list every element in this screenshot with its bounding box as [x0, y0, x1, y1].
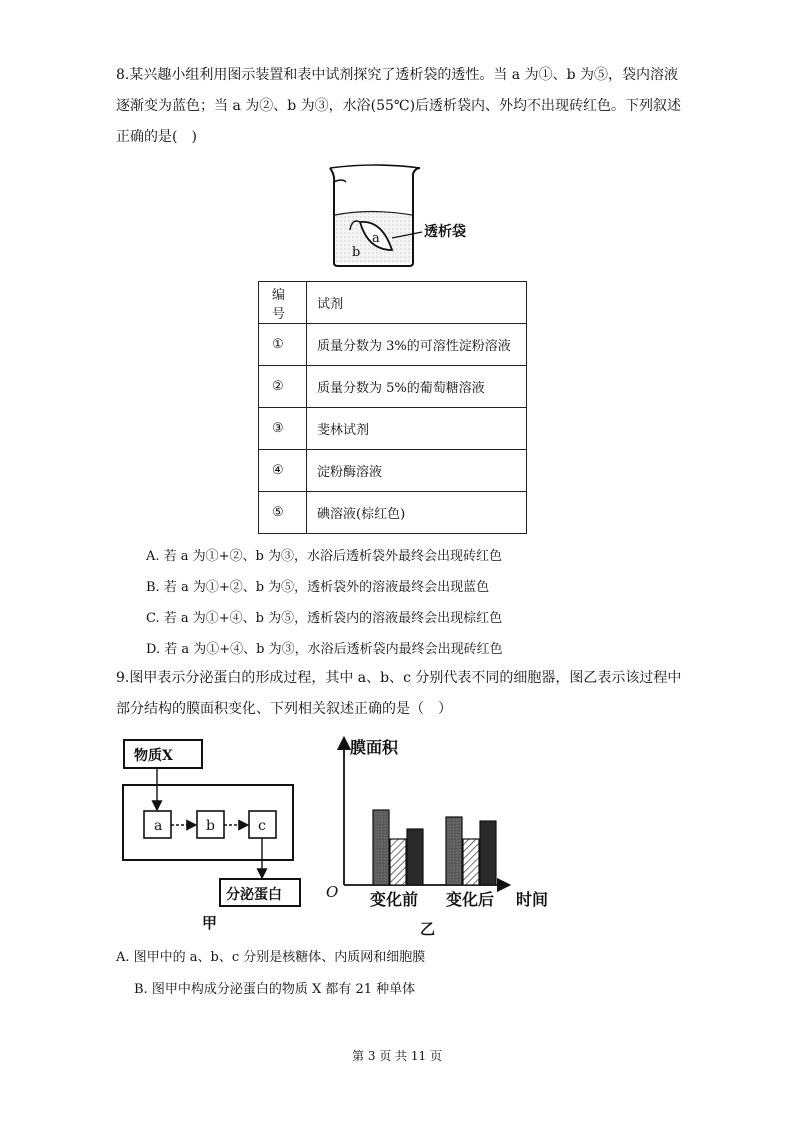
table-cell-reagent: 淀粉酶溶液 [307, 450, 527, 492]
table-cell-reagent: 碘溶液(棕红色) [307, 492, 527, 534]
label-dialysis-bag: 透析袋 [424, 224, 466, 240]
table-cell-reagent: 质量分数为 5%的葡萄糖溶液 [307, 366, 527, 408]
option-8-d[interactable]: D. 若 a 为①+④、b 为③，水浴后透析袋内最终会出现砖红色 [146, 642, 503, 657]
table-cell-number: ④ [259, 450, 307, 492]
origin-label: O [326, 883, 339, 901]
label-a: a [372, 231, 380, 246]
beaker-rim [330, 165, 420, 168]
x-tick-label: 变化前 [370, 890, 419, 909]
product-label: 分泌蛋白 [226, 887, 282, 903]
label-b: b [352, 245, 361, 260]
table-cell-number: ① [259, 324, 307, 366]
table-row [259, 408, 527, 450]
option-9-a[interactable]: A. 图甲中的 a、b、c 分别是核糖体、内质网和细胞膜 [116, 950, 426, 965]
table-header-row [259, 282, 527, 324]
organelle-c-label: c [258, 818, 266, 834]
bar-1-0 [446, 817, 462, 885]
question-9-stem: 9.图甲表示分泌蛋白的形成过程，其中 a、b、c 分别代表不同的细胞器，图乙表示该过程中部分结构的膜面积变化、下列相关叙述正确的是（ ） [116, 670, 682, 717]
x-tick-label: 变化后 [446, 890, 495, 909]
option-8-c[interactable]: C. 若 a 为①+④、b 为⑤，透析袋内的溶液最终会出现棕红色 [146, 611, 503, 626]
diagram-jia [110, 735, 320, 935]
organelle-a-label: a [154, 818, 163, 834]
bar-1-1 [463, 839, 479, 885]
bar-0-2 [407, 829, 423, 885]
option-8-a[interactable]: A. 若 a 为①+②、b 为③，水浴后透析袋外最终会出现砖红色 [146, 549, 503, 564]
table-row [259, 450, 527, 492]
table-cell-reagent: 质量分数为 3%的可溶性淀粉溶液 [307, 324, 527, 366]
chart-caption: 乙 [420, 920, 436, 938]
option-8-b[interactable]: B. 若 a 为①+②、b 为⑤，透析袋外的溶液最终会出现蓝色 [146, 580, 490, 595]
beaker-spout [334, 180, 346, 182]
chart-yi [318, 735, 568, 940]
substance-x-label: 物质X [134, 748, 173, 764]
bar-0-0 [373, 810, 389, 885]
x-axis-label: 时间 [516, 890, 549, 909]
beaker-figure [320, 160, 500, 275]
bar-0-1 [390, 839, 406, 885]
table-row [259, 366, 527, 408]
question-8-stem: 8.某兴趣小组利用图示装置和表中试剂探究了透析袋的透性。当 a 为①、b 为⑤，袋内溶液逐渐变为蓝色；当 a 为②、b 为③，水浴(55℃)后透析袋内、外均不出现砖红色。下列叙述正确的是( ) [116, 67, 682, 145]
table-cell-number: ③ [259, 408, 307, 450]
table-cell-reagent: 斐林试剂 [307, 408, 527, 450]
option-9-b[interactable]: B. 图甲中构成分泌蛋白的物质 X 都有 21 种单体 [134, 982, 416, 997]
table-row [259, 324, 527, 366]
table-header-cell: 编号 [259, 282, 307, 324]
reagent-table [258, 281, 527, 534]
diagram-jia-caption: 甲 [202, 914, 218, 932]
table-header-cell: 试剂 [307, 282, 527, 324]
table-cell-number: ② [259, 366, 307, 408]
table-cell-number: ⑤ [259, 492, 307, 534]
table-row [259, 492, 527, 534]
organelle-b-label: b [206, 818, 215, 834]
bar-1-2 [480, 821, 496, 885]
y-axis-label: 膜面积 [350, 738, 399, 757]
page-footer: 第 3 页 共 11 页 [352, 1049, 442, 1063]
